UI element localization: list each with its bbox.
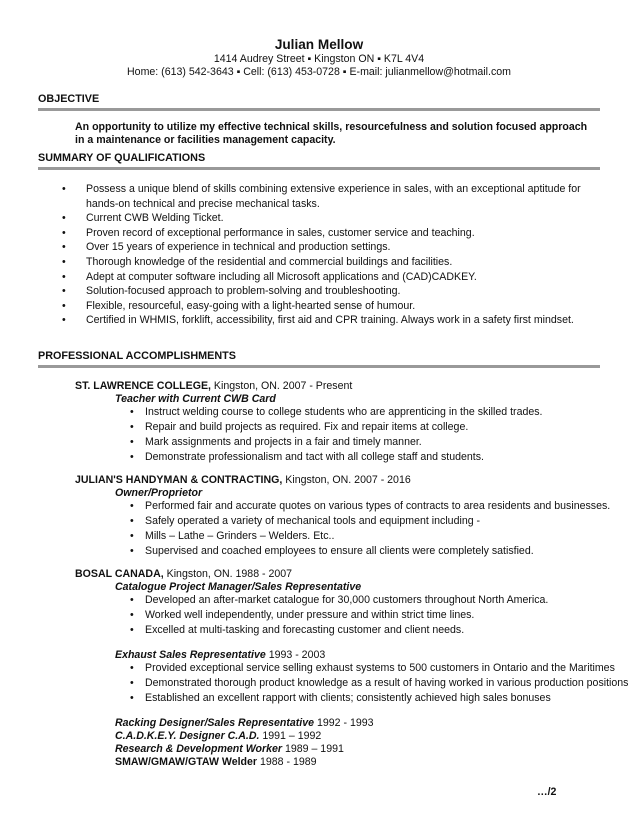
other-role: [115, 730, 600, 743]
bullet-icon: •: [62, 285, 66, 298]
list-item: • Over 15 years of experience in technical and production settings.: [62, 241, 391, 254]
other-role-title: C.A.D.K.E.Y. Designer C.A.D.: [115, 730, 260, 742]
list-item: • Demonstrate professionalism and tact with all college staff and students.: [130, 451, 484, 463]
list-item: • Proven record of exceptional performance in sales, customer service and teaching.: [62, 226, 475, 239]
job-location-dates: Kingston, ON. 1988 - 2007: [163, 568, 293, 580]
job-entry: [75, 380, 600, 464]
bullet-icon: •: [130, 624, 134, 636]
list-item: • Safely operated a variety of mechanical tools and equipment including -: [130, 515, 481, 527]
bullet-icon: •: [130, 545, 134, 557]
other-role-years: 1992 - 1993: [314, 717, 374, 729]
bullet-icon: •: [130, 609, 134, 621]
bullet-icon: •: [62, 212, 66, 225]
bullet-icon: •: [130, 421, 134, 433]
bullet-icon: •: [130, 662, 134, 674]
company-name: BOSAL CANADA,: [75, 568, 164, 580]
address-line: 1414 Audrey Street ▪ Kingston ON ▪ K7L 4V4: [213, 53, 425, 65]
bullet-icon: •: [62, 314, 66, 327]
page-continuation-marker: …/2: [537, 786, 557, 798]
job-entry: [75, 474, 611, 558]
bullet-icon: •: [130, 451, 134, 463]
other-role-title: SMAW/GMAW/GTAW Welder: [115, 756, 258, 768]
summary-section: [38, 152, 600, 328]
bullet-icon: •: [62, 183, 66, 195]
accomplishments-section: [38, 350, 629, 769]
contact-line: Home: (613) 542-3643 ▪ Cell: (613) 453-0728 ▪ E-mail: julianmellow@hotmail.com: [127, 66, 511, 78]
other-role-title: Research & Development Worker: [115, 743, 283, 755]
section-divider: [38, 108, 600, 111]
bullet-icon: •: [62, 299, 66, 312]
list-item: • Provided exceptional service selling exhaust systems to 500 customers in Ontario and the Maritimes: [130, 662, 615, 674]
objective-section: [38, 93, 600, 146]
job-role: Owner/Proprietor: [115, 487, 203, 499]
list-item: • Excelled at multi-tasking and forecasting customer and client needs.: [130, 624, 465, 636]
bullet-icon: •: [130, 515, 134, 527]
bullet-icon: •: [130, 677, 134, 689]
job-role: Catalogue Project Manager/Sales Representative: [115, 581, 362, 593]
sub-role: [115, 649, 600, 662]
list-item: • Current CWB Welding Ticket.: [62, 212, 224, 225]
duties-list: [75, 594, 600, 637]
other-role: [115, 743, 600, 756]
job-entry: [75, 568, 629, 769]
bullet-icon: •: [130, 406, 134, 418]
list-item: • Adept at computer software including all Microsoft applications and (CAD)CADKEY.: [62, 270, 477, 283]
other-role-years: 1991 – 1992: [259, 730, 322, 742]
summary-heading: SUMMARY OF QUALIFICATIONS: [38, 152, 206, 164]
section-divider: [38, 365, 600, 368]
sub-role-title: Exhaust Sales Representative: [115, 649, 266, 661]
company-name: ST. LAWRENCE COLLEGE,: [75, 380, 211, 392]
bullet-icon: •: [62, 241, 66, 254]
resume-header: [0, 0, 638, 79]
other-roles: [75, 717, 600, 769]
other-role: [115, 717, 600, 730]
bullet-icon: •: [130, 594, 134, 606]
list-item: • Solution-focused approach to problem-solving and troubleshooting.: [62, 285, 401, 298]
other-role-title: Racking Designer/Sales Representative: [115, 717, 315, 729]
candidate-name: Julian Mellow: [274, 37, 364, 52]
bullet-icon: •: [130, 530, 134, 542]
other-role: [115, 756, 600, 769]
list-item: • Possess a unique blend of skills combining extensive experience in sales, with an exceptional aptitude for hands-on technical and precise mechanical tasks.: [62, 183, 581, 210]
list-item: • Flexible, resourceful, easy-going with a light-hearted sense of humour.: [62, 299, 416, 312]
job-location-dates: Kingston, ON. 2007 - 2016: [282, 474, 411, 486]
job-role: Teacher with Current CWB Card: [115, 393, 276, 405]
list-item: • Certified in WHMIS, forklift, accessibility, first aid and CPR training. Always work in a safety first mindset.: [62, 314, 574, 327]
accomplishments-heading: PROFESSIONAL ACCOMPLISHMENTS: [38, 350, 236, 362]
job-location-dates: Kingston, ON. 2007 - Present: [210, 380, 353, 392]
company-name: JULIAN'S HANDYMAN & CONTRACTING,: [75, 474, 283, 486]
bullet-icon: •: [130, 500, 134, 512]
bullet-icon: •: [130, 436, 134, 448]
objective-text: An opportunity to utilize my effective technical skills, resourcefulness and solution focused approach in a maintenance or facilities management capacity.: [75, 121, 588, 146]
list-item: • Developed an after-market catalogue for 30,000 customers throughout North America.: [130, 594, 549, 606]
duties-list: [75, 662, 629, 705]
bullet-icon: •: [130, 692, 134, 704]
qualifications-list: [38, 182, 600, 328]
bullet-icon: •: [62, 270, 66, 283]
list-item: • Thorough knowledge of the residential and commercial buildings and facilities.: [62, 255, 453, 268]
list-item: • Demonstrated thorough product knowledge as a result of having worked in various production positions: [130, 677, 629, 689]
bullet-icon: •: [62, 226, 66, 239]
section-divider: [38, 167, 600, 170]
objective-heading: OBJECTIVE: [38, 93, 100, 105]
list-item: • Performed fair and accurate quotes on various types of contracts to area residents and businesses.: [130, 500, 611, 512]
list-item: • Established an excellent rapport with clients; consistently achieved high sales bonuses: [130, 692, 551, 704]
list-item: • Mills – Lathe – Grinders – Welders. Etc..: [130, 530, 335, 542]
list-item: • Repair and build projects as required. Fix and repair items at college.: [130, 421, 469, 433]
list-item: • Supervised and coached employees to ensure all clients were completely satisfied.: [130, 545, 534, 557]
sub-role-years: 1993 - 2003: [265, 649, 326, 661]
bullet-icon: •: [62, 255, 66, 268]
list-item: • Instruct welding course to college students who are apprenticing in the skilled trades.: [130, 406, 543, 418]
other-role-years: 1989 – 1991: [282, 743, 344, 755]
other-role-years: 1988 - 1989: [257, 756, 317, 768]
list-item: • Mark assignments and projects in a fair and timely manner.: [130, 436, 422, 448]
duties-list: [75, 500, 611, 558]
duties-list: [75, 406, 600, 464]
list-item: • Worked well independently, under pressure and within strict time lines.: [130, 609, 475, 621]
